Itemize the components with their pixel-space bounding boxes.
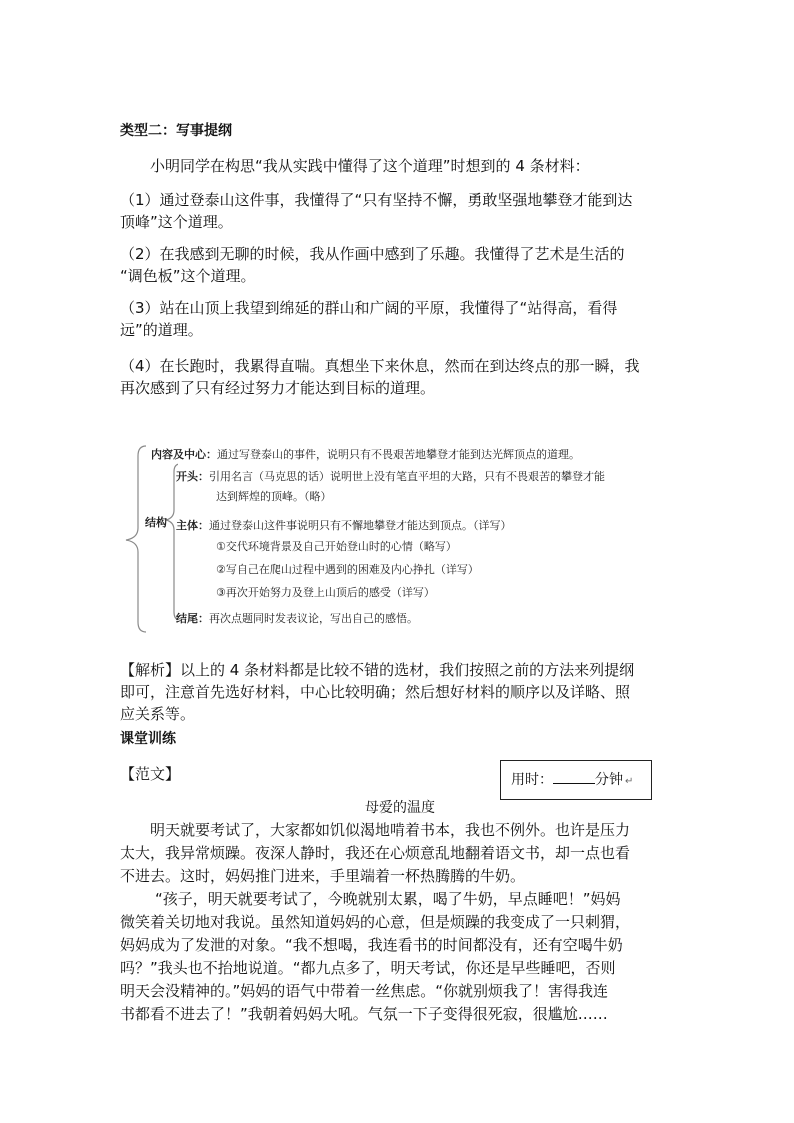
timer-suffix: 分钟 [595,772,623,788]
material-4-line2: 再次感到了只有经过努力才能达到目标的道理。 [120,379,436,397]
timer-box [500,760,652,800]
material-3-line1: （3）站在山顶上我望到绵延的群山和广阔的平原，我懂得了“站得高，看得 [120,299,618,317]
timer-prefix: 用时： [511,772,553,788]
outline-structure-label: 结构 [145,516,167,529]
analysis-line2: 即可，注意首先选好材料，中心比较明确；然后想好材料的顺序以及详略、照 [120,683,631,701]
timer-blank[interactable] [553,771,595,784]
outline-body-item-3: ③再次开始努力及登上山顶后的感受（详写） [216,586,435,599]
essay-line-9: 书都看不进去了！”我朝着妈妈大吼。气氛一下子变得很死寂，很尴尬…… [120,1005,608,1023]
intro-text: 小明同学在构思“我从实践中懂得了这个道理”时想到的 4 条材料： [150,157,590,175]
outline-center-text: 通过写登泰山的事件，说明只有不畏艰苦地攀登才能到达光辉顶点的道理。 [217,448,580,461]
return-mark: ↵ [625,776,634,787]
outline-start-text1: 引用名言（马克思的话）说明世上没有笔直平坦的大路，只有不畏艰苦的攀登才能 [209,470,605,483]
practice-title: 课堂训练 [120,731,176,747]
outline-brackets [118,436,178,636]
essay-line-2: 太大，我异常烦躁。夜深人静时，我还在心烦意乱地翻着语文书，却一点也看 [120,844,631,862]
outline-body-item-1: ①交代环境背景及自己开始登山时的心情（略写） [216,540,457,553]
essay-line-1: 明天就要考试了，大家都如饥似渴地啃着书本，我也不例外。也许是压力 [150,821,631,839]
analysis-line3: 应关系等。 [120,705,196,723]
outline-start-text2: 达到辉煌的顶峰。（略） [216,490,332,503]
outline-body-item-2: ②写自己在爬山过程中遇到的困难及内心挣扎（详写） [216,563,479,576]
section-title: 类型二：写事提纲 [120,123,232,139]
material-1-line2: 顶峰”这个道理。 [120,213,233,231]
essay-line-5: 微笑着关切地对我说。虽然知道妈妈的心意，但是烦躁的我变成了一只刺猬， [120,913,631,931]
outline-body-text: 通过登泰山这件事说明只有不懈地攀登才能达到顶点。（详写） [209,519,512,532]
sample-label: 【范文】 [120,765,181,783]
material-4-line1: （4）在长跑时，我累得直喘。真想坐下来休息，然而在到达终点的那一瞬，我 [120,357,640,375]
outline-start-label: 开头： [176,470,209,483]
material-1-line1: （1）通过登泰山这件事，我懂得了“只有坚持不懈，勇敢坚强地攀登才能到达 [120,191,633,209]
outline-end-text: 再次点题同时发表议论，写出自己的感悟。 [209,612,418,625]
analysis-line1: 【解析】以上的 4 条材料都是比较不错的选材，我们按照之前的方法来列提纲 [120,661,635,679]
material-2-line2: “调色板”这个道理。 [120,267,256,285]
outline-end-label: 结尾： [176,612,209,625]
outline-body-label: 主体： [176,519,209,532]
material-2-line1: （2）在我感到无聊的时候，我从作画中感到了乐趣。我懂得了艺术是生活的 [120,245,625,263]
essay-line-3: 不进去。这时，妈妈推门进来，手里端着一杯热腾腾的牛奶。 [120,867,526,885]
essay-line-8: 明天会没精神的。”妈妈的语气中带着一丝焦虑。“你就别烦我了！害得我连 [120,982,609,1000]
outline-center-label: 内容及中心： [151,448,217,461]
essay-line-7: 吗？”我头也不抬地说道。“都九点多了，明天考试，你还是早些睡吧，否则 [120,959,616,977]
essay-title: 母爱的温度 [365,800,435,816]
essay-line-4: “孩子，明天就要考试了，今晚就别太累，喝了牛奶，早点睡吧！”妈妈 [155,890,621,908]
material-3-line2: 远”的道理。 [120,321,203,339]
essay-line-6: 妈妈成为了发泄的对象。“我不想喝，我连看书的时间都没有，还有空喝牛奶 [120,936,623,954]
